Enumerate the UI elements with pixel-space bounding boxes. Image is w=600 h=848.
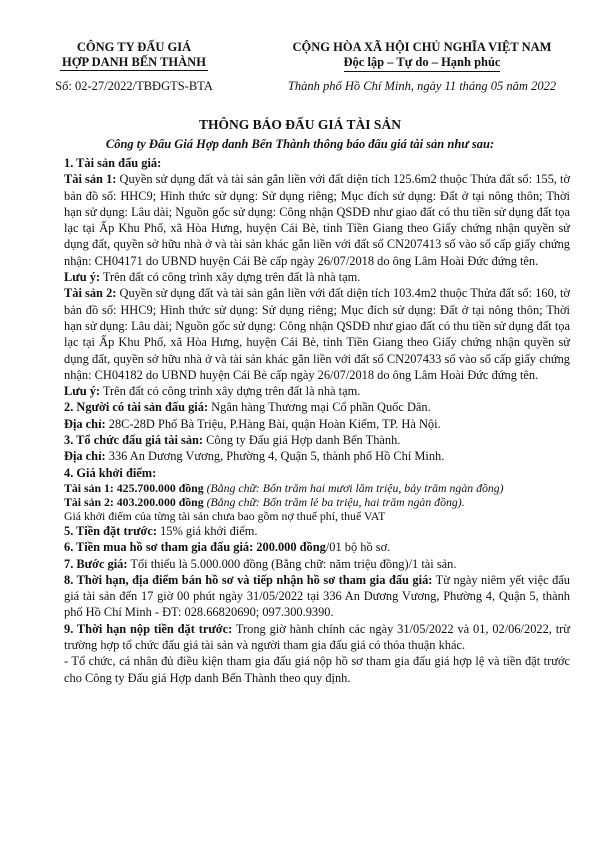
- nation-name: CỘNG HÒA XÃ HỘI CHỦ NGHĨA VIỆT NAM: [292, 40, 552, 54]
- section-8: [64, 572, 570, 621]
- address-text: 336 An Dương Vương, Phường 4, Quận 5, thành phố Hồ Chí Minh.: [105, 449, 445, 464]
- note-label: Lưu ý:: [64, 270, 101, 285]
- note-label: Lưu ý:: [64, 384, 101, 399]
- address-text: 28C-28D Phố Bà Triệu, P.Hàng Bài, quận Hoàn Kiếm, TP. Hà Nội.: [105, 416, 441, 431]
- section-2-label: 2. Người có tài sản đấu giá:: [64, 400, 209, 415]
- price-2-words: (Bằng chữ: Bốn trăm lẻ ba triệu, hai trăm ngàn đồng).: [203, 494, 465, 509]
- section-9-text: Trong giờ hành chính các ngày 31/05/2022 và 01, 02/06/2022, trừ trường hợp tổ chức đấu giá tài sản và người tham gia đấu giá có thỏa thuận khác.: [64, 621, 570, 653]
- asset-2-text: Quyền sử dụng đất và tài sản gắn liền với đất diện tích 103.4m2 thuộc Thửa đất số: 160, tờ bản đồ số: HHC9; Hình thức sử dụng: Sử dụng riêng; Mục đích sử dụng: Đất ở tại nông thôn; Thời hạn sử dụng: Lâu dài; Nguồn gốc sử dụng: Công nhận QSDĐ như giao đất có thu tiền sử dụng đất tọa lạc tại Ấp Khu Phố, xã Hòa Hưng, huyện Cái Bè, tỉnh Tiền Giang theo Giấy chứng nhận quyền sử dụng đất, quyền sở hữu nhà ở và tài sản khác gắn liền với đất số CN207433 số vào số cấp giấy chứng nhận: CH04182 do UBND huyện Cái Bè cấp ngày 26/07/2018 do ông Lâm Hoài Đức đứng tên.: [64, 286, 570, 382]
- section-3: [64, 432, 570, 448]
- price-2-label: Tài sản 2: 403.200.000 đồng: [64, 494, 204, 509]
- section-6-text: /01 bộ hồ sơ.: [325, 540, 391, 555]
- address-label: Địa chỉ:: [64, 416, 106, 431]
- section-1-heading: 1. Tài sản đấu giá:: [64, 156, 162, 170]
- section-7-label: 7. Bước giá:: [64, 556, 128, 571]
- place-date: Thành phố Hồ Chí Minh, ngày 11 tháng 05 năm 2022: [287, 79, 557, 93]
- price-1-words: (Bằng chữ: Bốn trăm hai mươi lăm triệu, bảy trăm ngàn đồng): [203, 480, 504, 495]
- notice-body: [64, 155, 570, 686]
- section-3-label: 3. Tổ chức đấu giá tài sản:: [64, 433, 204, 448]
- section-2-text: Ngân hàng Thương mại Cổ phần Quốc Dân.: [208, 400, 431, 415]
- asset-1-label: Tài sản 1:: [64, 172, 117, 187]
- document-number: Số: 02-27/2022/TBĐGTS-BTA: [55, 79, 213, 93]
- price-asset-1: [64, 481, 570, 495]
- page-subtitle: Công ty Đấu Giá Hợp danh Bến Thành thông báo đấu giá tài sản như sau:: [105, 137, 495, 151]
- section-5-label: 5. Tiền đặt trước:: [64, 523, 157, 538]
- section-6: [64, 539, 570, 555]
- org-name-line1: CÔNG TY ĐẤU GIÁ: [76, 40, 192, 54]
- section-9-bullet: - Tổ chức, cá nhân đủ điều kiện tham gia đấu giá nộp hồ sơ tham gia đấu giá hợp lệ và tiền đặt trước cho Công ty Đấu giá Hợp danh Bến Thành theo quy định.: [64, 654, 570, 685]
- note-text: Trên đất có công trình xây dựng trên đất là nhà tạm.: [100, 270, 361, 285]
- section-9: [64, 621, 570, 654]
- asset-2-note: [64, 383, 570, 399]
- asset-2-label: Tài sản 2:: [64, 286, 117, 301]
- section-8-label: 8. Thời hạn, địa điểm bán hồ sơ và tiếp nhận hồ sơ tham gia đấu giá:: [64, 572, 433, 587]
- address-label: Địa chỉ:: [64, 449, 106, 464]
- section-3-text: Công ty Đấu giá Hợp danh Bến Thành.: [203, 433, 401, 448]
- national-motto: Độc lập – Tự do – Hạnh phúc: [344, 55, 501, 72]
- org-header: [44, 40, 224, 94]
- section-2-address: [64, 416, 570, 432]
- asset-2-paragraph: [64, 285, 570, 383]
- section-6-label: 6. Tiền mua hồ sơ tham gia đấu giá: 200.000 đồng: [64, 540, 326, 555]
- org-name-line2: HỢP DANH BẾN THÀNH: [62, 55, 206, 69]
- section-2: [64, 399, 570, 415]
- page-title: THÔNG BÁO ĐẤU GIÁ TÀI SẢN: [199, 117, 401, 132]
- section-5-text: 15% giá khởi điểm.: [157, 523, 258, 538]
- asset-1-paragraph: [64, 171, 570, 269]
- price-asset-2: [64, 495, 570, 509]
- note-text: Trên đất có công trình xây dựng trên đất là nhà tạm.: [100, 384, 361, 399]
- national-header: [272, 40, 572, 94]
- section-5: [64, 523, 570, 539]
- price-1-label: Tài sản 1: 425.700.000 đồng: [64, 480, 204, 495]
- section-4-heading: 4. Giá khởi điểm:: [64, 465, 157, 480]
- section-8-text: Từ ngày niêm yết việc đấu giá tài sản đến 17 giờ 00 phút ngày 31/05/2022 tại 336 An Dương Vương, Phường 4, Quận 5, thành phố Hồ Chí Minh - ĐT: 028.66820690; 097.300.9390.: [64, 572, 570, 620]
- price-note: Giá khởi điểm của từng tài sản chưa bao gồm nợ thuế phí, thuế VAT: [64, 508, 386, 523]
- asset-1-text: Quyền sử dụng đất và tài sản gắn liền với đất diện tích 125.6m2 thuộc Thửa đất số: 155, tờ bản đồ số: HHC9; Hình thức sử dụng: Sử dụng riêng; Mục đích sử dụng: Đất ở tại nông thôn; Thời hạn sử dụng: Lâu dài; Nguồn gốc sử dụng: Công nhận QSDĐ như giao đất có thu tiền sử dụng đất tọa lạc tại Ấp Khu Phố, xã Hòa Hưng, huyện Cái Bè, tỉnh Tiền Giang theo Giấy chứng nhận quyền sử dụng đất, quyền sở hữu nhà ở và tài sản khác gắn liền với đất số CN207413 số vào số cấp giấy chứng nhận: CH04171 do UBND huyện Cái Bè cấp ngày 26/07/2018 do ông Lâm Hoài Đức đứng tên.: [64, 172, 570, 268]
- section-7-text: Tối thiểu là 5.000.000 đồng (Bằng chữ: năm triệu đồng)/1 tài sản.: [127, 556, 457, 571]
- section-3-address: [64, 448, 570, 464]
- section-7: [64, 556, 570, 572]
- asset-1-note: [64, 269, 570, 285]
- section-9-label: 9. Thời hạn nộp tiền đặt trước:: [64, 621, 233, 636]
